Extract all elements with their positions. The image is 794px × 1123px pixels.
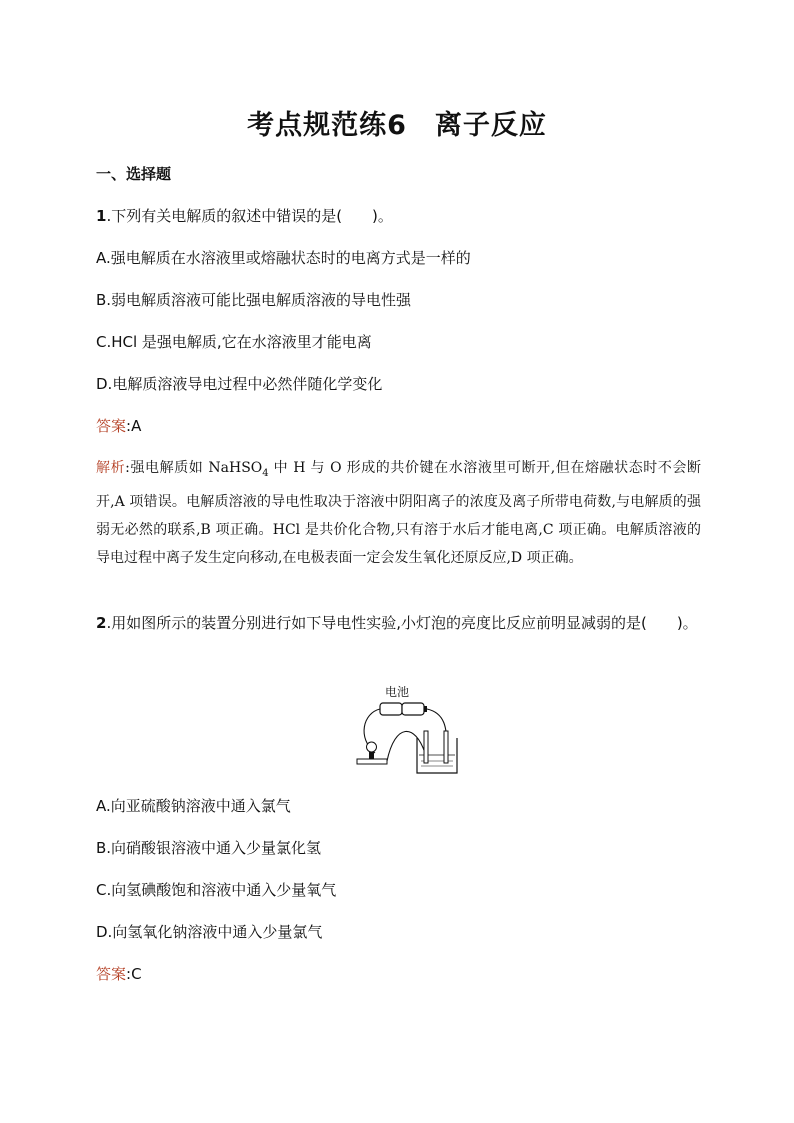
bulb-icon — [357, 742, 387, 764]
q1-option-b: B.弱电解质溶液可能比强电解质溶液的导电性强 — [96, 291, 412, 309]
explanation-label: 解析 — [96, 460, 126, 476]
explanation-subscript: 4 — [262, 467, 269, 479]
conductivity-apparatus-diagram — [355, 683, 465, 778]
beaker-icon — [417, 731, 457, 773]
question-1-stem — [96, 205, 393, 226]
explanation-text-1: :强电解质如 NaHSO — [125, 460, 263, 476]
answer-label: 答案 — [96, 965, 127, 983]
q2-option-b: B.向硝酸银溶液中通入少量氯化氢 — [96, 839, 322, 857]
answer-value: :C — [126, 965, 142, 983]
q2-answer — [96, 963, 142, 984]
battery-icon — [380, 703, 427, 715]
q2-option-a: A.向亚硫酸钠溶液中通入氯气 — [96, 797, 291, 815]
explanation-text-2: 中 H 与 O 形成的共价键在水溶液里可断开,但在熔融状态时不会断开,A 项错误。电解质溶液的导电性取决于溶液中阴阳离子的浓度及离子所带电荷数,与电解质的强弱无必然的联系,B 项正确。HCl 是共价化合物,只有溶于水后才能电离,C 项正确。电解质溶液的导电过程中离子发生定向移动,在电极表面一定会发生氧化还原反应,D 项正确。 — [96, 460, 702, 566]
battery-label: 电池 — [385, 685, 410, 699]
q1-answer — [96, 415, 141, 436]
section-heading: 一、选择题 — [96, 165, 172, 183]
q2-option-d: D.向氢氧化钠溶液中通入少量氯气 — [96, 923, 323, 941]
q1-option-c: C.HCl 是强电解质,它在水溶液里才能电离 — [96, 333, 372, 351]
q1-option-d: D.电解质溶液导电过程中必然伴随化学变化 — [96, 375, 383, 393]
question-text: .下列有关电解质的叙述中错误的是( )。 — [106, 207, 393, 225]
wire-middle — [387, 731, 425, 761]
question-2-stem — [96, 610, 701, 637]
q1-explanation — [96, 454, 701, 572]
answer-label: 答案 — [96, 417, 127, 435]
page-title: 考点规范练6 离子反应 — [247, 110, 547, 141]
question-number: 2 — [96, 614, 107, 632]
answer-value: :A — [126, 417, 142, 435]
q1-option-a: A.强电解质在水溶液里或熔融状态时的电离方式是一样的 — [96, 249, 471, 267]
question-text: .用如图所示的装置分别进行如下导电性实验,小灯泡的亮度比反应前明显减弱的是( )。 — [106, 614, 698, 632]
question-number: 1 — [96, 207, 107, 225]
q2-option-c: C.向氢碘酸饱和溶液中通入少量氧气 — [96, 881, 337, 899]
